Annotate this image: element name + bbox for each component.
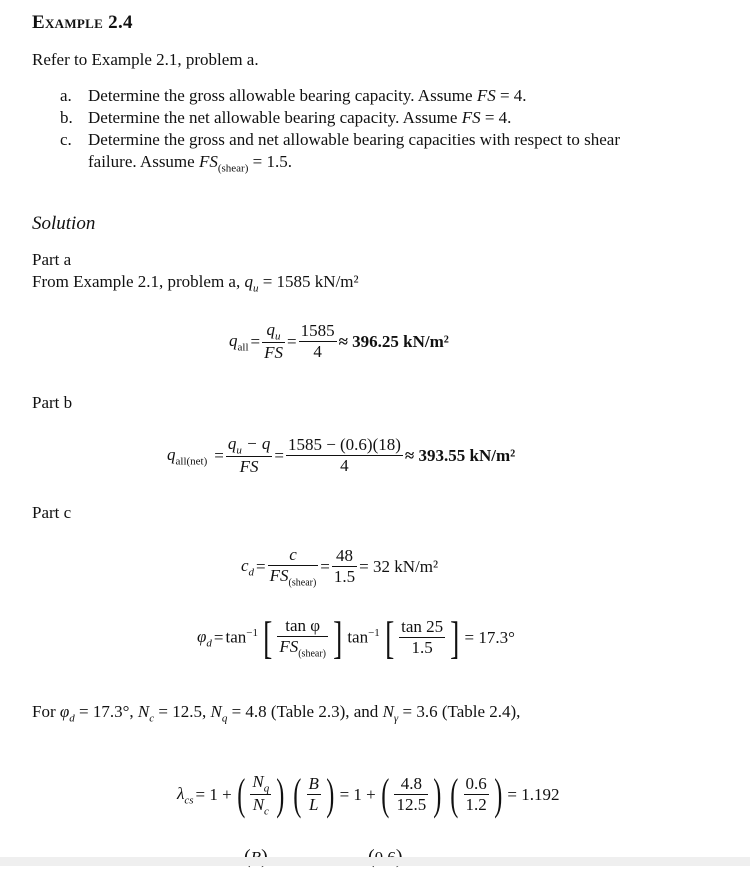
part-c-heading: Part c xyxy=(32,503,72,522)
result-cd: = 32 kN/m² xyxy=(359,556,439,576)
fraction-tan25-1-5: $\frac{\tan 25}{1.5}$ xyxy=(401,617,444,658)
list-item-a: a. Determine the gross allowable bearing capacity. Assume FS = 4. xyxy=(60,86,527,105)
bearing-factors-line: For $\varphi_d = 17.3^\circ$, $N_c = 12.5$, $N_q = 4.8$ (Table 2.3), and $N_\gamma = 3.6$ (Table 2.4), xyxy=(32,702,521,725)
result-lambda-cs: = 1.192 xyxy=(507,784,560,804)
equation-lambda-cs: $\lambda_{cs}$ = 1 + ( $\frac{N_q}{N_c}$ ) ( $\frac{B}{L}$ ) = 1 + ( $\frac{4.8}{12.5}$ ) ( $\frac{0.6}{1.2}$ ) = 1.192 xyxy=(177,769,560,819)
result-phi-d: = 17.3° xyxy=(464,627,515,647)
fraction-tan-phi-fs: $\frac{\text{tan φ}}{FS_{(shear)}}$ xyxy=(279,616,326,660)
fraction-b-l: $\frac{B}{L}$ xyxy=(308,774,319,815)
fraction-1585-4: $\frac{1585}{4}$ xyxy=(300,321,335,362)
fraction-c-fs-shear: $\frac{c}{FS_{(shear)}}$ xyxy=(269,545,317,589)
page-bottom-band xyxy=(0,857,750,866)
part-a-given: From Example 2.1, problem a, $q_u = 1585$ kN/m² xyxy=(32,272,359,295)
result-q-all-net: ≈ 393.55 kN/m² xyxy=(404,445,516,465)
intro-text: Refer to Example 2.1, problem a. xyxy=(32,50,259,69)
part-a-heading: Part a xyxy=(32,250,72,269)
equation-q-all-net: $q_{all(net)}$ = $\frac{q_u - q}{FS}$ = $\frac{1585 - (0.6)(18)}{4}$ ≈ 393.55 kN/m² xyxy=(167,434,516,477)
fraction-qu-minus-q: $\frac{q_u - q}{FS}$ xyxy=(227,434,271,477)
part-b-heading: Part b xyxy=(32,393,73,412)
fraction-nq-nc: $\frac{N_q}{N_c}$ xyxy=(252,772,270,818)
list-item-b: b. Determine the net allowable bearing capacity. Assume FS = 4. xyxy=(60,108,512,127)
list-item-c: c. Determine the gross and net allowable bearing capacities with respect to shear xyxy=(60,130,620,149)
equation-cd: $c_d$ = $\frac{c}{FS_{(shear)}}$ = $\frac{48}{1.5}$ = 32 kN/m² xyxy=(241,545,439,589)
fraction-qu-fs: $\frac{q_u}{FS}$ xyxy=(264,320,283,363)
solution-heading: Solution xyxy=(32,213,96,234)
fraction-4-8-12-5: $\frac{4.8}{12.5}$ xyxy=(396,774,427,815)
fraction-0-6-1-2: $\frac{0.6}{1.2}$ xyxy=(465,774,487,815)
equation-q-all: $q_{all}$ = $\frac{q_u}{FS}$ = $\frac{1585}{4}$ ≈ 396.25 kN/m² xyxy=(229,320,449,363)
result-q-all: ≈ 396.25 kN/m² xyxy=(338,331,449,351)
example-title: Example 2.4 xyxy=(32,12,133,33)
equation-phi-d: $\varphi_d$ = $\tan^{-1}$ [ $\frac{\text{tan φ}}{FS_{(shear)}}$ ] $\tan^{-1}$ [ $\frac{\tan 25}{1.5}$ ] = 17.3° xyxy=(197,611,515,663)
list-item-c-continued: failure. Assume $FS_{(shear)} = 1.5$. xyxy=(88,152,292,175)
fraction-1585-net: $\frac{1585 - (0.6)(18)}{4}$ xyxy=(287,435,401,476)
fraction-48-1-5: $\frac{48}{1.5}$ xyxy=(333,546,356,587)
